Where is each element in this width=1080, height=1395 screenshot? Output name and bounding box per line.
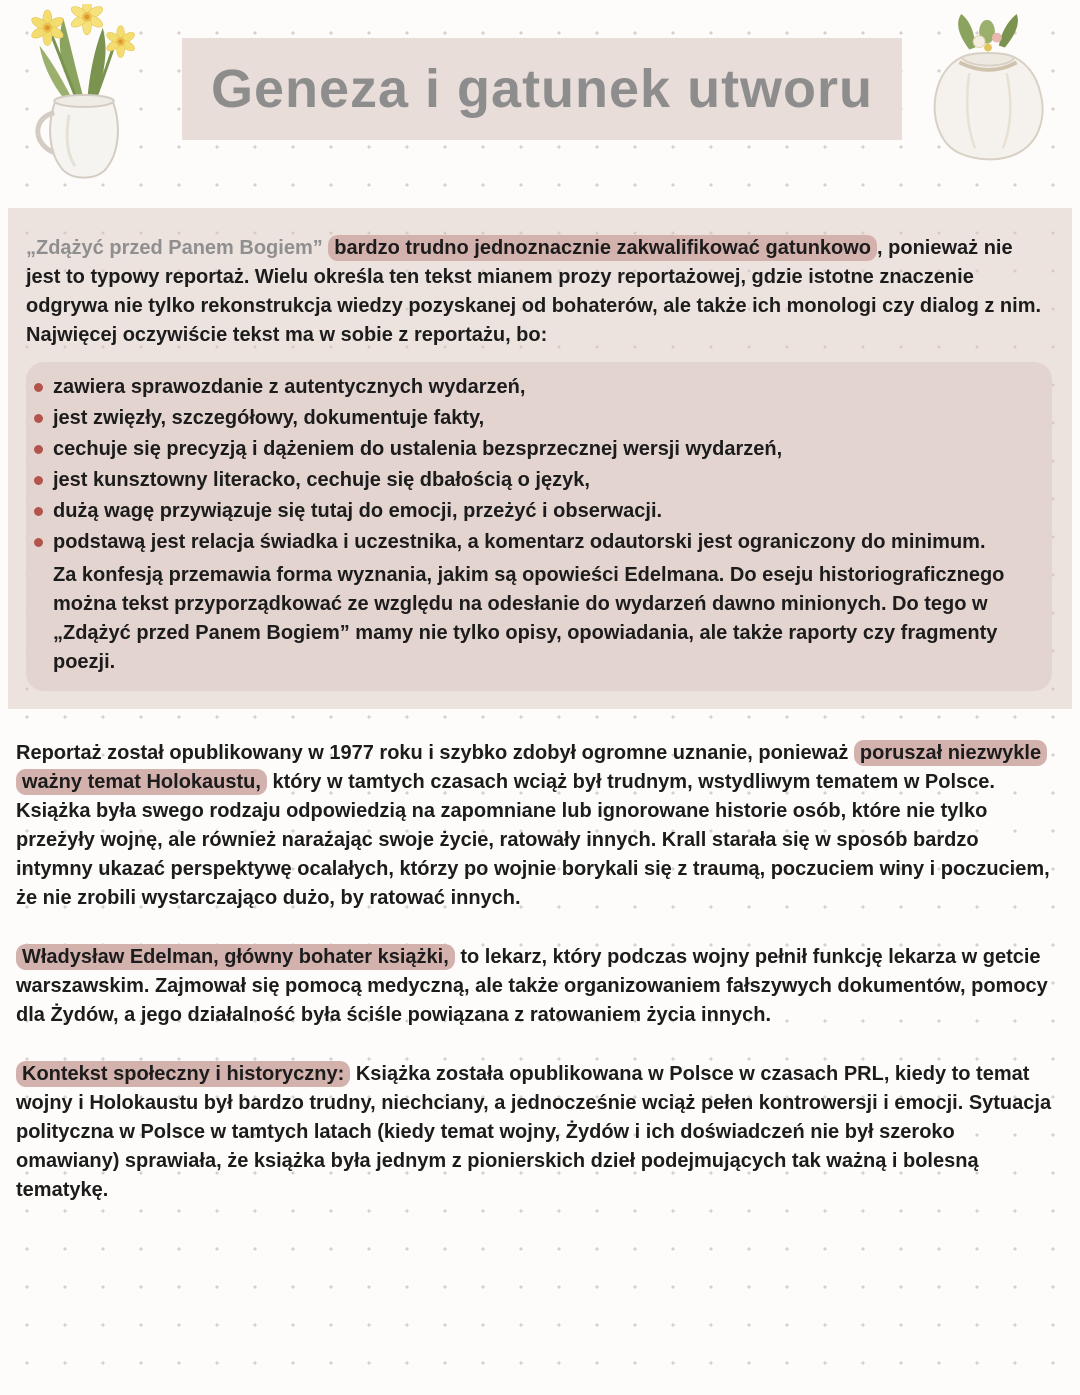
bullet-dot-icon [34, 538, 43, 547]
bullet-dot-icon [34, 507, 43, 516]
small-flower-icon [984, 44, 992, 52]
genre-closing-paragraph: Za konfesją przemawia forma wyznania, jakim są opowieści Edelmana. Do eseju historiograficznego można tekst przyporządkować ze względu na odesłanie do wydarzeń dawno minionych. Do tego w „Zdążyć przed Panem Bogiem” mamy nie tylko opisy, opowiadania, ale także raporty czy fragmenty poezji. [53, 564, 1005, 673]
page-header [0, 0, 1080, 198]
daffodil-flower-icon [105, 26, 136, 58]
highlighted-text: poruszał niezwykle ważny temat Holokaustu, [16, 740, 1047, 795]
highlighted-text: Władysław Edelman, główny bohater książki, [16, 944, 455, 970]
feature-text: dużą wagę przywiązuje się tutaj do emocji, przeżyć i obserwacji. [53, 500, 663, 522]
small-flower-icon [992, 33, 1002, 43]
bullet-dot-icon [34, 476, 43, 485]
daffodil-flower-icon [30, 10, 65, 46]
genre-features-panel [26, 362, 1052, 691]
genre-feature-item [34, 434, 1036, 465]
paragraph-edelman [16, 943, 1058, 1030]
genre-feature-item [34, 527, 1036, 558]
text-segment: Książka została opublikowana w Polsce w czasach PRL, kiedy to temat wojny i Holokaustu był bardzo trudny, niechciany, a jednocześnie wciąż pełen kontrowersji i emocji. Sytuacja polityczna w Polsce w tamtych latach (kiedy temat wojny, Żydów i ich doświadczeń nie był szeroko omawiany) sprawiała, że książka była jednym z pionierskich dzieł podejmujących tak ważną i bolesną tematykę. [16, 1063, 1052, 1201]
feature-text: cechuje się precyzją i dążeniem do ustalenia bezsprzecznej wersji wydarzeń, [53, 438, 783, 460]
highlighted-text: bardzo trudno jednoznacznie zakwalifikować gatunkowo [328, 235, 877, 261]
genre-section [8, 208, 1072, 709]
text-segment: Reportaż został opublikowany w 1977 roku i szybko zdobył ogromne uznanie, ponieważ [16, 742, 854, 764]
title-banner [182, 38, 902, 140]
flower-sack-illustration [908, 12, 1070, 170]
bullet-dot-icon [34, 414, 43, 423]
genre-feature-item [34, 372, 1036, 403]
bullet-dot-icon [34, 445, 43, 454]
feature-text: zawiera sprawozdanie z autentycznych wydarzeń, [53, 376, 526, 398]
feature-text: jest zwięzły, szczegółowy, dokumentuje fakty, [53, 407, 485, 429]
page-title: Geneza i gatunek utworu [210, 59, 874, 119]
genre-feature-item [34, 403, 1036, 434]
feature-text: jest kunsztowny literacko, cechuje się dbałością o język, [53, 469, 590, 491]
small-flower-icon [973, 36, 985, 48]
text-segment: to lekarz, który podczas wojny pełnił funkcję lekarza w getcie warszawskim. Zajmował się pomocą medyczną, ale także organizowaniem fałszywych dokumentów, pomocy dla Żydów, a jego działalność była ściśle powiązana z ratowaniem życia innych. [16, 946, 1048, 1026]
bullet-dot-icon [34, 383, 43, 392]
daffodil-jug-illustration [8, 4, 160, 192]
genre-features-list [34, 372, 1036, 558]
text-segment: , ponieważ nie jest to typowy reportaż. Wielu określa ten tekst mianem prozy reportażowej, gdzie istotne znaczenie odgrywa nie tylko rekonstrukcja wiedzy pozyskanej od bohaterów, ale także ich monologi czy dialog z nim. Najwięcej oczywiście tekst ma w sobie z reportażu, bo: [26, 237, 1042, 346]
genre-feature-item [34, 465, 1036, 496]
daffodil-flower-icon [69, 4, 104, 35]
text-segment: który w tamtych czasach wciąż był trudnym, wstydliwym tematem w Polsce. Książka była swego rodzaju odpowiedzią na zapomniane lub ignorowane historie osób, które nie tylko przeżyły wojnę, ale również narażając swoje życie, ratowały innych. Krall starała się w sposób bardzo intymny ukazać perspektywę ocalałych, którzy po wojnie borykali się z traumą, poczuciem winy i poczuciem, że nie zrobili wystarczająco dużo, by ratować innych. [16, 771, 1050, 909]
highlighted-text: Kontekst społeczny i historyczny: [16, 1061, 350, 1087]
genre-intro-paragraph [26, 234, 1052, 350]
text-segment: „Zdążyć przed Panem Bogiem” [26, 237, 329, 259]
body-text-section [0, 739, 1080, 1205]
feature-text: podstawą jest relacja świadka i uczestnika, a komentarz odautorski jest ograniczony do minimum. [53, 531, 986, 553]
paragraph-publication-history [16, 739, 1058, 913]
paragraph-historical-context [16, 1060, 1058, 1205]
genre-feature-item [34, 496, 1036, 527]
